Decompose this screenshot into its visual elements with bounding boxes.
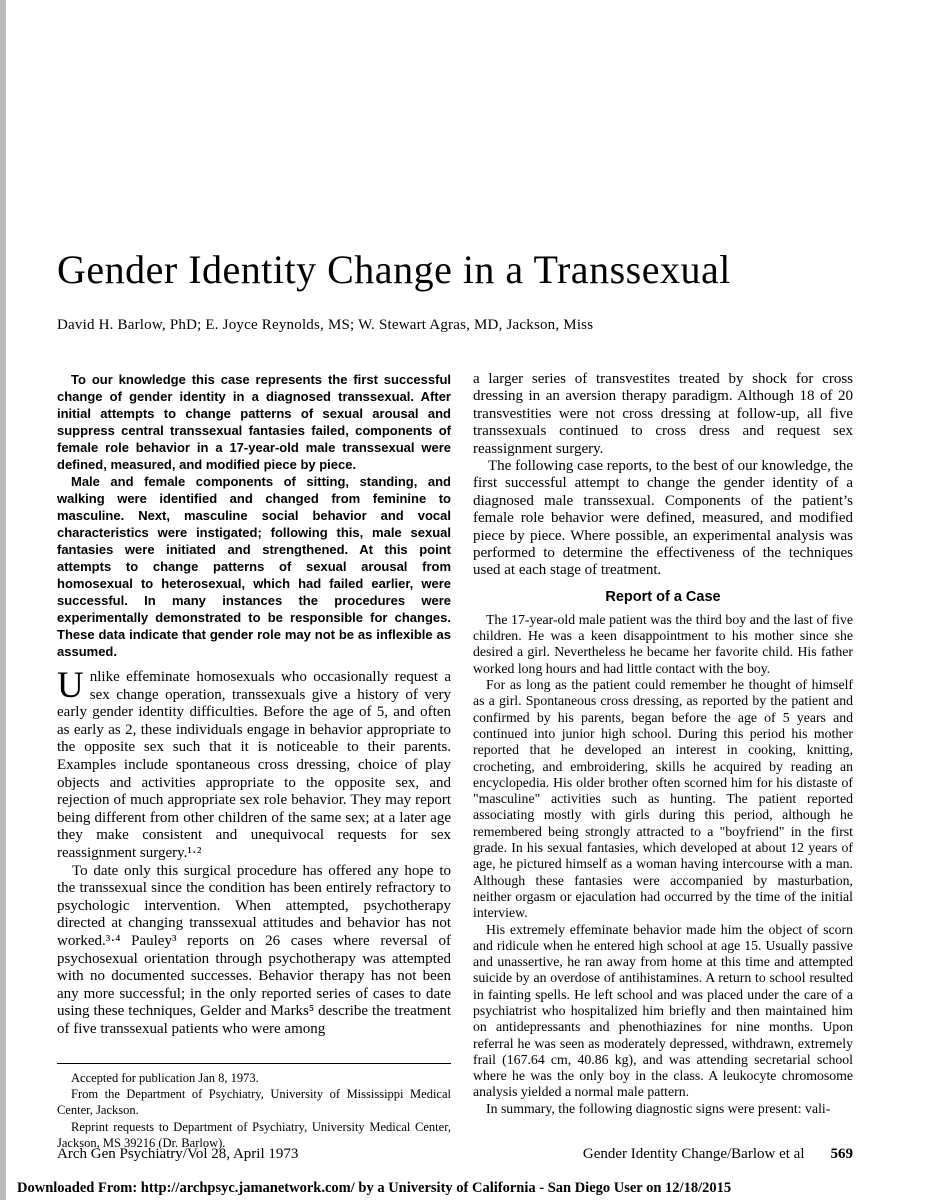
- footnote-affiliation: From the Department of Psychiatry, University of Mississippi Medical Center, Jackson.: [57, 1087, 451, 1118]
- case-paragraph-4: In summary, the following diagnostic signs were present: vali-: [486, 1100, 831, 1116]
- body-paragraph-continuation: a larger series of transvestites treated by shock for cross dressing in an aversion therapy paradigm. Although 18 of 20 transvestities were not cross dressing at follow-up, all five transsexuals continued to cross dress and request sex reassignment surgery.: [473, 371, 853, 457]
- intro-paragraph-1: [57, 665, 451, 863]
- case-paragraph-3: His extremely effeminate behavior made him the object of scorn and ridicule when he entered high school at age 15. Usually passive and unassertive, he ran away from home at this time and attempted suicide by an overdose of antihistamines. A return to school resulted in fainting spells. He left school and was placed under the care of a psychiatrist who hospitalized him briefly and then maintained him on antidepressants and phenothiazines for nine months. Upon referral he was seen as moderately depressed, withdrawn, extremely frail (167.64 cm, 40.86 kg), and was attending secretarial school where he was the only boy in the class. A leukocyte chromosome analysis yielded a normal male pattern.: [473, 921, 853, 1100]
- footer-right-group: [583, 1146, 853, 1163]
- footnote-reprints: Reprint requests to Department of Psychiatry, University Medical Center, Jackson, MS 39216 (Dr. Barlow).: [57, 1119, 451, 1150]
- case-paragraph-2: For as long as the patient could remember he thought of himself as a girl. Spontaneous cross dressing, as reported by the patient and confirmed by his parents, began before the age of 5 years and continued into junior high school. During this period his mother reported that he developed an interest in cooking, knitting, crocheting, and embroidering, skills he acquired by reading an encyclopedia. His older brother often scorned him for his distaste of "masculine" activities such as hunting. The patient reported associating mostly with girls during this period, although he remembered being strongly attracted to a "boyfriend" in the first grade. In his sexual fantasies, which developed at about 12 years of age, he pictured himself as a woman having intercourse with a man. Although these fantasies were accompanied by masturbation, neither orgasm or ejaculation had occurred by the time of the initial interview.: [473, 677, 853, 921]
- case-paragraph-1: The 17-year-old male patient was the third boy and the last of five children. He was a keen disappointment to his mother since she desired a girl. Nevertheless he became her favorite child. His father worked long hours and had little contact with the boy.: [473, 611, 853, 676]
- footer-page-number: 569: [830, 1146, 853, 1162]
- abstract: [57, 371, 451, 660]
- section-heading-report-of-a-case: Report of a Case: [605, 588, 721, 605]
- intro-paragraph-1-text: nlike effeminate homosexuals who occasionally request a sex change operation, transsexuals give a history of very early gender identity difficulties. Before the age of 5, and often as early as 2, these individuals engage in behavior appropriate to the opposite sex such that it is noticeable to their parents. Examples include spontaneous cross dressing, choice of play objects and activities appropriate to the opposite sex, and rejection of much appropriate sex role behavior. They may report being different from other children of the same sex; at a later age they make consistent and unequivocal requests for sex reassignment surgery.¹·²: [57, 669, 451, 861]
- two-column-body: [57, 371, 853, 1151]
- authors-line: David H. Barlow, PhD; E. Joyce Reynolds, MS; W. Stewart Agras, MD, Jackson, Miss: [57, 317, 594, 333]
- footer-journal-citation: Arch Gen Psychiatry/Vol 28, April 1973: [57, 1146, 299, 1162]
- drop-cap: U: [57, 665, 84, 706]
- footnote-accepted: Accepted for publication Jan 8, 1973.: [71, 1070, 259, 1085]
- page-footer: [57, 1146, 853, 1163]
- page-content: [57, 246, 853, 1151]
- author-footnote: [57, 1063, 451, 1151]
- paper-title: Gender Identity Change in a Transsexual: [57, 247, 731, 292]
- body-paragraph-2: The following case reports, to the best of our knowledge, the first successful attempt to change the gender identity of a diagnosed male transsexual. Components of the patient’s female role behavior were defined, measured, and modified piece by piece. Where possible, an experimental analysis was performed to determine the effectiveness of the techniques used at each stage of treatment.: [473, 458, 853, 579]
- abstract-paragraph-1: To our knowledge this case represents the first successful change of gender identity in a diagnosed transsexual. After initial attempts to change patterns of sexual arousal and suppress central transsexual fantasies failed, components of female role behavior in a 17-year-old male transsexual were defined, measured, and modified piece by piece.: [57, 372, 451, 472]
- right-column: [473, 371, 853, 1151]
- introduction-text: [57, 665, 451, 1038]
- case-report-text: [473, 612, 853, 1117]
- abstract-paragraph-2: Male and female components of sitting, standing, and walking were identified and changed from feminine to masculine. Next, masculine social behavior and vocal characteristics were instigated; following this, male sexual fantasies were initiated and strengthened. At this point attempts to change patterns of sexual arousal from homosexual to heterosexual, which had failed earlier, were successful. In many instances the procedures were experimentally demonstrated to be responsible for changes. These data indicate that gender role may not be as inflexible as assumed.: [57, 474, 451, 659]
- intro-paragraph-2: To date only this surgical procedure has offered any hope to the transsexual since the condition has been entirely refractory to psychologic intervention. When attempted, psychotherapy directed at changing transsexual attitudes and behavior has not worked.³·⁴ Pauley³ reports on 26 cases where reversal of psychosexual orientation through psychotherapy was attempted with no documented successes. Behavior therapy has not been any more successful; in the only reported series of cases to date using these techniques, Gelder and Marks⁵ describe the treatment of five transsexual patients who were among: [57, 862, 451, 1037]
- scan-edge-strip: [0, 0, 6, 1200]
- footer-running-head: Gender Identity Change/Barlow et al: [582, 1146, 805, 1162]
- download-provenance-line: Downloaded From: http://archpsyc.jamanetwork.com/ by a University of California - San Diego User on 12/18/2015: [17, 1180, 732, 1196]
- left-column: [57, 371, 451, 1151]
